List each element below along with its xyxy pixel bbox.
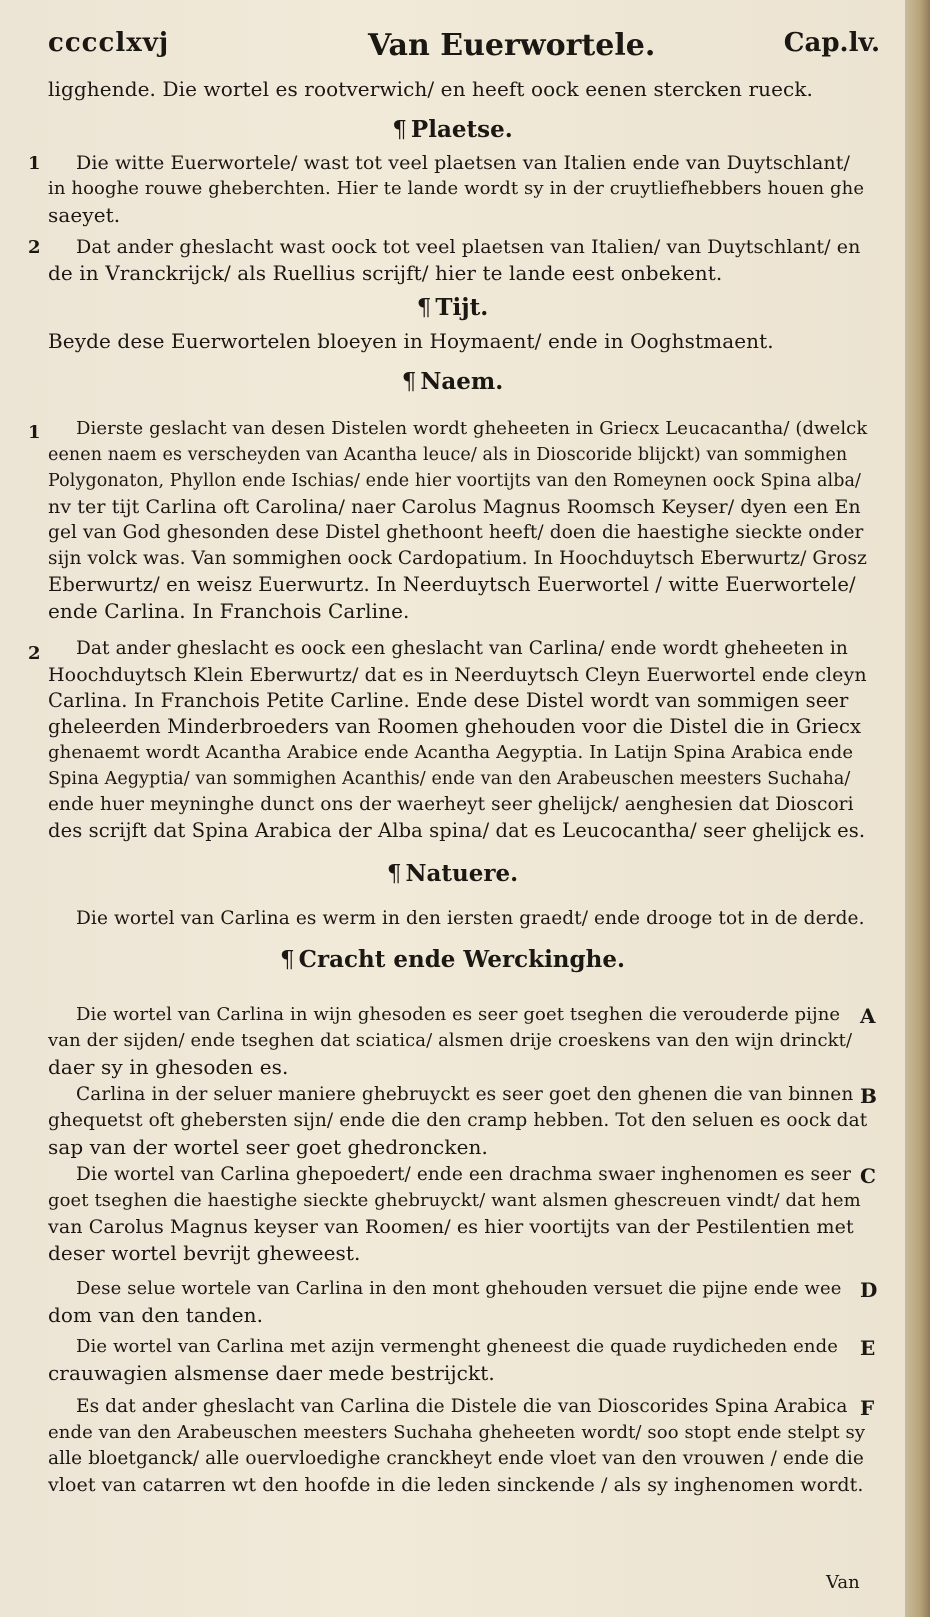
section-heading-tijt: ¶ Tijt. bbox=[416, 294, 489, 321]
text-line: Dese selue wortele van Carlina in den mont ghehouden versuet die pijne ende wee bbox=[76, 1278, 842, 1299]
paragraph-number: 2 bbox=[28, 643, 41, 664]
text-line: Dat ander gheslacht es oock een gheslacht van Carlina/ ende wordt gheheeten in bbox=[76, 638, 848, 659]
running-header bbox=[48, 28, 880, 72]
text-line: gheleerden Minderbroeders van Roomen ghehouden voor die Distel die in Griecx bbox=[48, 715, 862, 738]
text-line: dom van den tanden. bbox=[48, 1303, 264, 1327]
intro-line: ligghende. Die wortel es rootverwich/ en heeft oock eenen stercken rueck. bbox=[48, 77, 814, 101]
text-line: Die wortel van Carlina met azijn vermenght gheneest die quade ruydicheden ende bbox=[76, 1336, 838, 1357]
text-line: vloet van catarren wt den hoofde in die leden sinckende / als sy inghenomen wordt. bbox=[48, 1474, 864, 1496]
margin-letter: F bbox=[860, 1396, 875, 1420]
section-heading-plaetse: ¶ Plaetse. bbox=[392, 116, 513, 143]
page-edge bbox=[905, 0, 930, 1617]
text-line: Die wortel van Carlina ghepoedert/ ende een drachma swaer inghenomen es seer bbox=[76, 1164, 852, 1185]
text-line: ende Carlina. In Franchois Carline. bbox=[48, 599, 410, 623]
text-line: gel van God ghesonden dese Distel ghethoont heeft/ doen die haestighe sieckte onder bbox=[48, 522, 864, 543]
text-line: daer sy in ghesoden es. bbox=[48, 1055, 289, 1079]
text-line: Es dat ander gheslacht van Carlina die Distele die van Dioscorides Spina Arabica bbox=[76, 1396, 848, 1417]
text-line: Beyde dese Euerwortelen bloeyen in Hoymaent/ ende in Ooghstmaent. bbox=[48, 329, 774, 353]
margin-letter: C bbox=[860, 1164, 876, 1188]
text-line: ghenaemt wordt Acantha Arabice ende Acantha Aegyptia. In Latijn Spina Arabica ende bbox=[48, 742, 854, 763]
pilcrow-icon: ¶ bbox=[416, 295, 432, 321]
pilcrow-icon: ¶ bbox=[401, 369, 417, 395]
text-line: ende huer meyninghe dunct ons der waerheyt seer ghelijck/ aenghesien dat Dioscori bbox=[48, 794, 854, 815]
text-line: van Carolus Magnus keyser van Roomen/ es hier voortijts van der Pestilentien met bbox=[48, 1216, 854, 1238]
paragraph-number: 1 bbox=[28, 422, 41, 443]
running-title: Van Euerwortele. bbox=[368, 28, 656, 63]
text-line: Polygonaton, Phyllon ende Ischias/ ende hier voortijts van den Romeynen oock Spina alba/ bbox=[48, 471, 862, 491]
text-line: Hoochduytsch Klein Eberwurtz/ dat es in Neerduytsch Cleyn Euerwortel ende cleyn bbox=[48, 664, 867, 686]
text-line: Spina Aegyptia/ van sommighen Acanthis/ ende van den Arabeuschen meesters Suchaha/ bbox=[48, 769, 851, 789]
text-line: eenen naem es verscheyden van Acantha leuce/ als in Dioscoride blijckt) van sommighen bbox=[48, 445, 848, 465]
text-line: alle bloetganck/ alle ouervloedighe cranckheyt ende vloet van den vrouwen / ende die bbox=[48, 1448, 864, 1469]
paragraph-number: 2 bbox=[28, 237, 41, 258]
text-line: Eberwurtz/ en weisz Euerwurtz. In Neerduytsch Euerwortel / witte Euerwortele/ bbox=[48, 573, 856, 596]
text-line: van der sijden/ ende tseghen dat sciatica/ alsmen drije croeskens van den wijn drinckt/ bbox=[48, 1030, 853, 1051]
text-line: sijn volck was. Van sommighen oock Cardopatium. In Hoochduytsch Eberwurtz/ Grosz bbox=[48, 548, 867, 569]
catchword: Van bbox=[826, 1572, 860, 1593]
margin-letter: A bbox=[860, 1004, 876, 1028]
margin-letter: B bbox=[860, 1084, 877, 1108]
text-line: crauwagien alsmense daer mede bestrijckt. bbox=[48, 1361, 495, 1385]
text-line: Die wortel van Carlina es werm in den iersten graedt/ ende drooge tot in de derde. bbox=[76, 908, 865, 929]
section-heading-cracht: ¶ Cracht ende Werckinghe. bbox=[280, 946, 625, 973]
margin-letter: E bbox=[860, 1336, 876, 1360]
text-line: goet tseghen die haestighe sieckte ghebruyckt/ want alsmen ghescreuen vindt/ dat hem bbox=[48, 1190, 861, 1211]
text-line: Dierste geslacht van desen Distelen wordt gheheeten in Griecx Leucacantha/ (dwelck bbox=[76, 418, 868, 439]
text-line: sap van der wortel seer goet ghedroncken. bbox=[48, 1135, 488, 1159]
text-line: des scrijft dat Spina Arabica der Alba spina/ dat es Leucocantha/ seer ghelijck es. bbox=[48, 819, 866, 842]
pilcrow-icon: ¶ bbox=[386, 861, 402, 887]
pilcrow-icon: ¶ bbox=[280, 947, 295, 973]
margin-letter: D bbox=[860, 1278, 878, 1302]
text-line: nv ter tijt Carlina oft Carolina/ naer Carolus Magnus Roomsch Keyser/ dyen een En bbox=[48, 496, 861, 518]
text-line: ghequetst oft ghebersten sijn/ ende die den cramp hebben. Tot den seluen es oock dat bbox=[48, 1110, 868, 1131]
text-line: ende van den Arabeuschen meesters Suchaha gheheeten wordt/ soo stopt ende stelpt sy bbox=[48, 1422, 866, 1443]
text-line: Die witte Euerwortele/ wast tot veel plaetsen van Italien ende van Duytschlant/ bbox=[76, 152, 850, 174]
chapter-number: Cap.lv. bbox=[783, 28, 880, 58]
pilcrow-icon: ¶ bbox=[392, 117, 407, 143]
folio-number: cccclxvj bbox=[48, 28, 170, 58]
section-heading-natuere: ¶ Natuere. bbox=[386, 860, 519, 887]
text-line: de in Vranckrijck/ als Ruellius scrijft/ hier te lande eest onbekent. bbox=[48, 261, 723, 285]
section-heading-naem: ¶ Naem. bbox=[401, 368, 504, 395]
text-line: Carlina. In Franchois Petite Carline. Ende dese Distel wordt van sommigen seer bbox=[48, 689, 849, 712]
text-line: in hooghe rouwe gheberchten. Hier te lande wordt sy in der cruytliefhebbers houen ghe bbox=[48, 178, 865, 199]
paragraph-number: 1 bbox=[28, 153, 41, 174]
text-line: deser wortel bevrijt gheweest. bbox=[48, 1241, 361, 1265]
text-line: Die wortel van Carlina in wijn ghesoden es seer goet tseghen die verouderde pijne bbox=[76, 1004, 841, 1025]
text-line: Dat ander gheslacht wast oock tot veel plaetsen van Italien/ van Duytschlant/ en bbox=[76, 236, 861, 258]
text-line: saeyet. bbox=[48, 203, 121, 227]
text-line: Carlina in der seluer maniere ghebruyckt es seer goet den ghenen die van binnen bbox=[76, 1084, 854, 1105]
